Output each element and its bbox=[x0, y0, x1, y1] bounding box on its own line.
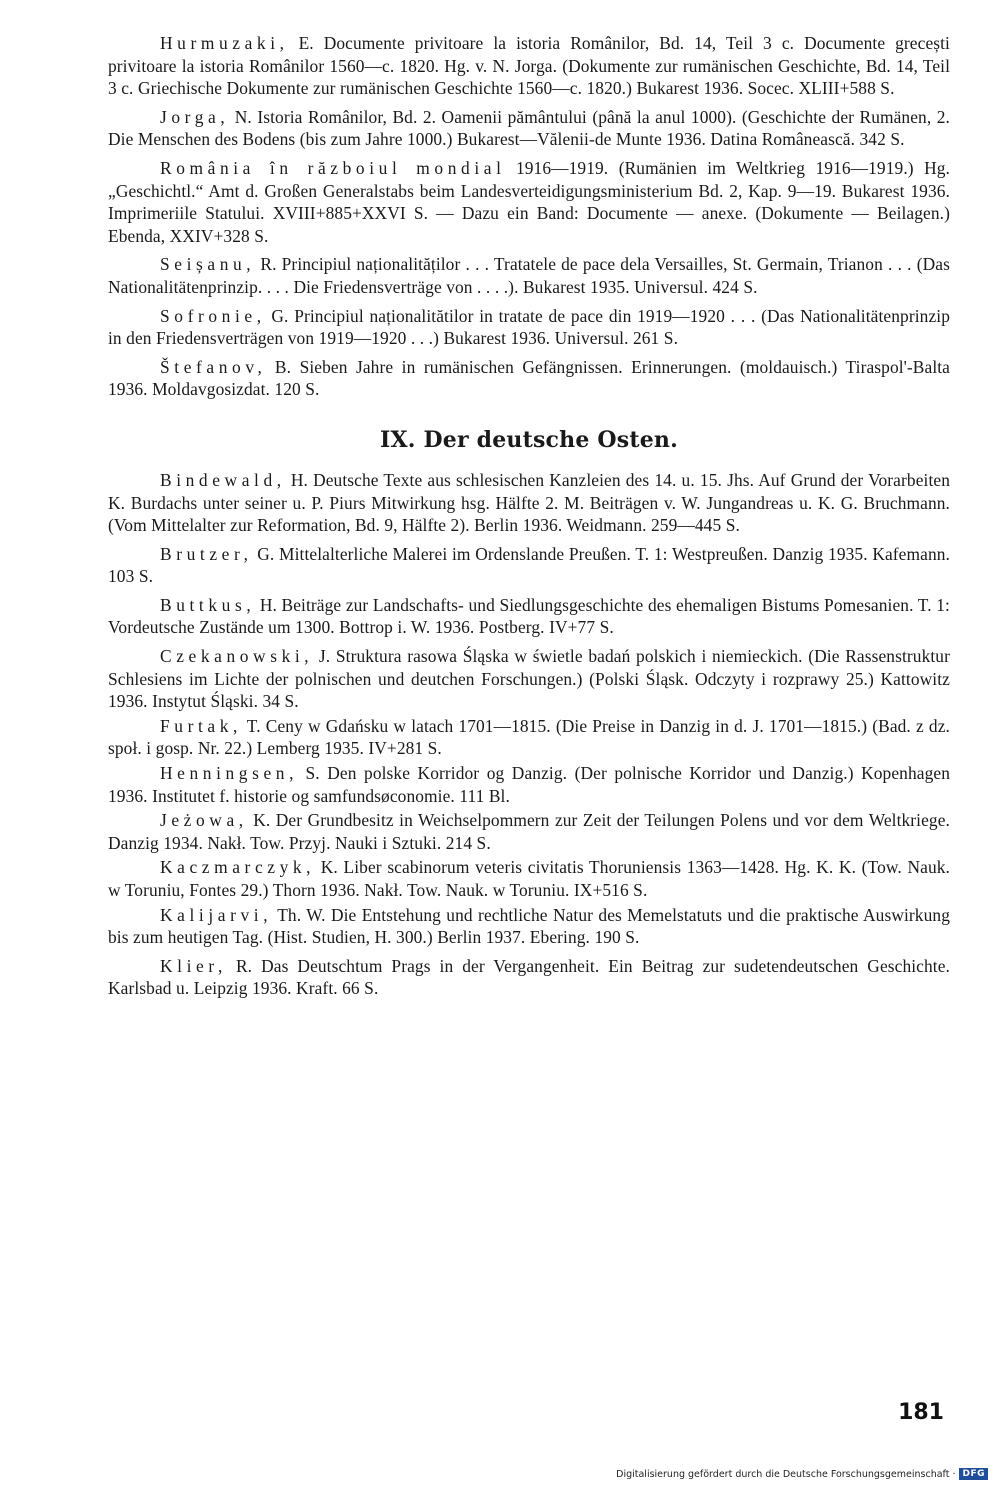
bibliography-list-bottom bbox=[108, 469, 950, 1000]
entry-author: Bindewald, bbox=[160, 469, 286, 490]
entry-author: Kaczmarczyk, bbox=[160, 857, 316, 878]
bibliography-entry bbox=[108, 469, 950, 537]
bibliography-entry bbox=[108, 356, 950, 401]
entry-text: 1916—1919. (Rumänien im Weltkrieg 1916—1919.) Hg. „Geschichtl.“ Amt d. Großen Generalstabs beim Landesverteidigungsministerium Bd. 2, Kap. 9—19. Bukarest 1936. Imprimeriile Statului. XVIII+885+XXVI S. — Dazu ein Band: Documente — anexe. (Dokumente — Beilagen.) Ebenda, XXIV+328 S. bbox=[108, 157, 950, 246]
entry-author: Henningsen, bbox=[160, 763, 299, 784]
bibliography-entry bbox=[108, 305, 950, 350]
entry-author: Furtak, bbox=[160, 715, 242, 736]
entry-author: Klier, bbox=[160, 955, 227, 976]
entry-author: Kalijarvi, bbox=[160, 904, 273, 925]
bibliography-entry bbox=[108, 253, 950, 298]
entry-author: Štefanov, bbox=[160, 356, 267, 377]
bibliography-list-top bbox=[108, 32, 950, 401]
entry-author: România în războiul mondial bbox=[160, 157, 506, 178]
entry-text: Th. W. Die Entstehung und rechtliche Natur des Memelstatuts und die praktische Auswirkung bis zum heutigen Tag. (Hist. Studien, H. 300.) Berlin 1937. Ebering. 190 S. bbox=[108, 904, 950, 948]
bibliography-entry bbox=[108, 106, 950, 151]
entry-author: Jorga, bbox=[160, 106, 230, 127]
entry-text: G. Principiul naționalitătilor in tratate de pace din 1919—1920 . . . (Das Nationalitätenprinzip in den Friedensverträgen von 1919—1920 . . .) Bukarest 1936. Universul. 261 S. bbox=[108, 305, 950, 349]
entry-text: H. Beiträge zur Landschafts- und Siedlungsgeschichte des ehemaligen Bistums Pomesanien. T. 1: Vordeutsche Zustände um 1300. Bottrop i. W. 1936. Postberg. IV+77 S. bbox=[108, 594, 950, 638]
digitization-credit bbox=[616, 1468, 988, 1480]
bibliography-entry bbox=[108, 543, 950, 588]
bibliography-entry bbox=[108, 32, 950, 100]
entry-text: N. Istoria Românilor, Bd. 2. Oamenii pământului (până la anul 1000). (Geschichte der Rumänen, 2. Die Menschen des Bodens (bis zum Jahre 1000.) Bukarest—Vălenii-de Munte 1936. Datina Românească. 342 S. bbox=[108, 106, 950, 150]
bibliography-entry bbox=[108, 715, 950, 760]
entry-text: R. Das Deutschtum Prags in der Vergangenheit. Ein Beitrag zur sudetendeutschen Geschichte. Karlsbad u. Leipzig 1936. Kraft. 66 S. bbox=[108, 955, 950, 999]
entry-author: Hurmuzaki, bbox=[160, 33, 289, 53]
entry-text: J. Struktura rasowa Śląska w świetle badań polskich i niemieckich. (Die Rassenstruktur Schlesiens im Lichte der polnischen und deutchen Forschungen.) (Polski Śląsk. Odczyty i rozprawy 25.) Kattowitz 1936. Instytut Śląski. 34 S. bbox=[108, 646, 950, 712]
entry-author: Brutzer, bbox=[160, 543, 253, 564]
bibliography-entry bbox=[108, 904, 950, 949]
entry-text: S. Den polske Korridor og Danzig. (Der polnische Korridor und Danzig.) Kopenhagen 1936. Institutet f. historie og samfundsøconomie. 111 Bl. bbox=[108, 763, 950, 806]
bibliography-entry bbox=[108, 809, 950, 854]
entry-text: E. Documente privitoare la istoria Românilor, Bd. 14, Teil 3 c. Documente grecești privitoare la istoria Românilor 1560—c. 1820. Hg. v. N. Jorga. (Dokumente zur rumänischen Geschichte, Bd. 14, Teil 3 c. Griechische Dokumente zur rumänischen Geschichte 1560—c. 1820.) Bukarest 1936. Socec. XLIII+588 S. bbox=[108, 33, 950, 99]
dfg-logo-icon: DFG bbox=[959, 1468, 988, 1480]
bibliography-entry bbox=[108, 594, 950, 639]
entry-author: Czekanowski, bbox=[160, 646, 314, 667]
entry-author: Seișanu, bbox=[160, 254, 256, 275]
entry-text: T. Ceny w Gdańsku w latach 1701—1815. (Die Preise in Danzig in d. J. 1701—1815.) (Bad. z dz. społ. i gosp. Nr. 22.) Lemberg 1935. IV+281 S. bbox=[108, 715, 950, 759]
entry-text: R. Principiul naționalităților . . . Tratatele de pace dela Versailles, St. Germain, Trianon . . . (Das Nationalitätenprinzip. . . . Die Friedensverträge von . . . .). Bukarest 1935. Universul. 424 S. bbox=[108, 254, 950, 297]
entry-text: H. Deutsche Texte aus schlesischen Kanzleien des 14. u. 15. Jhs. Auf Grund der Vorarbeiten K. Burdachs unter seiner u. P. Piurs Mitwirkung hsg. Hälfte 2. M. Beiträgen v. W. Jungandreas u. K. G. Bruchmann. (Vom Mittelalter zur Reformation, Bd. 9, Hälfte 2). Berlin 1936. Weidmann. 259—445 S. bbox=[108, 469, 950, 536]
entry-text: K. Der Grundbesitz in Weichselpommern zur Zeit der Teilungen Polens und vor dem Weltkriege. Danzig 1934. Nakł. Tow. Przyj. Nauki i Sztuki. 214 S. bbox=[108, 810, 950, 853]
document-page bbox=[108, 32, 950, 1006]
entry-author: Jeżowa, bbox=[160, 810, 248, 831]
entry-author: Buttkus, bbox=[160, 594, 256, 615]
entry-text: G. Mittelalterliche Malerei im Ordenslande Preußen. T. 1: Westpreußen. Danzig 1935. Kafemann. 103 S. bbox=[108, 543, 950, 587]
bibliography-entry bbox=[108, 762, 950, 807]
credit-text: Digitalisierung gefördert durch die Deutsche Forschungsgemeinschaft · bbox=[616, 1468, 956, 1480]
bibliography-entry bbox=[108, 645, 950, 713]
entry-text: B. Sieben Jahre in rumänischen Gefängnissen. Erinnerungen. (moldauisch.) Tiraspol'-Balta 1936. Moldavgosizdat. 120 S. bbox=[108, 356, 950, 400]
bibliography-entry bbox=[108, 856, 950, 901]
page-number: 181 bbox=[898, 1400, 944, 1425]
entry-text: K. Liber scabinorum veteris civitatis Thoruniensis 1363—1428. Hg. K. K. (Tow. Nauk. w Toruniu, Fontes 29.) Thorn 1936. Nakł. Tow. Nauk. w Toruniu. IX+516 S. bbox=[108, 857, 950, 900]
bibliography-entry bbox=[108, 955, 950, 1000]
section-heading: IX. Der deutsche Osten. bbox=[380, 426, 678, 453]
bibliography-entry bbox=[108, 157, 950, 247]
entry-author: Sofronie, bbox=[160, 305, 266, 326]
